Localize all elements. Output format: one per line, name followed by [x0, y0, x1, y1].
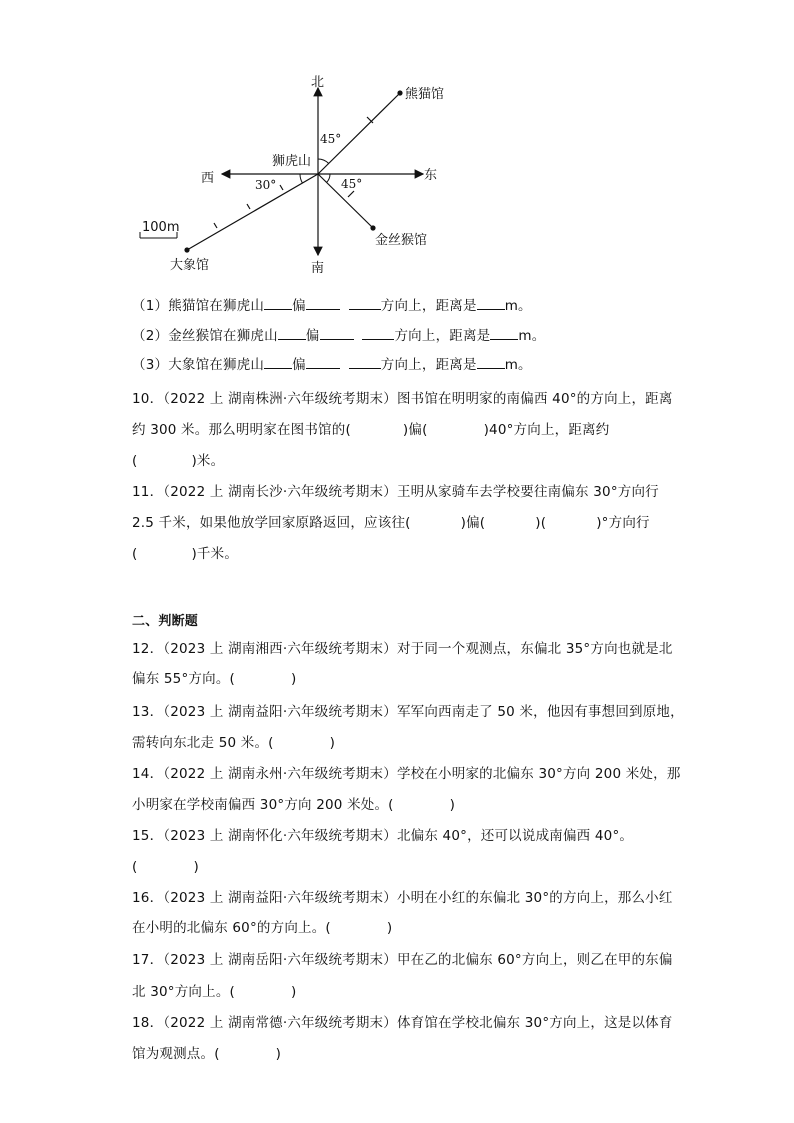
question-11-line-1 [132, 482, 659, 502]
question-text: 11．（2022 上 湖南长沙·六年级统考期末）王明从家骑车去学校要往南偏东 30°方向行 [132, 484, 659, 500]
answer-blank[interactable] [320, 325, 354, 340]
question-text: 小明家在学校南偏西 30°方向 200 米处。( [132, 797, 394, 813]
direction-diagram-svg [130, 70, 460, 280]
question-text: )40°方向上，距离约 [483, 422, 610, 438]
question-text: ) [193, 859, 199, 875]
answer-blank[interactable] [264, 295, 292, 310]
sub-question-text: m。 [518, 328, 546, 344]
question-16-line-1 [132, 888, 673, 908]
question-text: )米。 [191, 453, 225, 469]
question-12-line-1 [132, 639, 673, 659]
question-text: 14．（2022 上 湖南永州·六年级统考期末）学校在小明家的北偏东 30°方向 200 米处，那 [132, 766, 681, 782]
question-text: 在小明的北偏东 60°的方向上。( [132, 920, 331, 936]
question-text: 北 30°方向上。( [132, 984, 235, 1000]
panda-angle-label: 45° [320, 132, 342, 146]
question-text: ) [291, 984, 297, 1000]
section-heading: 二、判断题 [132, 614, 199, 629]
answer-blank[interactable] [490, 325, 518, 340]
question-text: 10．（2022 上 湖南株洲·六年级统考期末）图书馆在明明家的南偏西 40°的方向上，距离 [132, 391, 673, 407]
question-12-line-2 [132, 669, 296, 689]
question-10-line-2 [132, 420, 609, 440]
answer-blank[interactable] [349, 295, 381, 310]
answer-blank[interactable] [306, 354, 340, 369]
question-18-line-2 [132, 1044, 281, 1064]
question-text: ( [132, 859, 138, 875]
question-text: 16．（2023 上 湖南益阳·六年级统考期末）小明在小红的东偏北 30°的方向上，那么小红 [132, 890, 673, 906]
question-text: ) [329, 735, 336, 751]
sub-question-1 [132, 295, 532, 316]
elephant-angle-arc [300, 174, 302, 183]
monkey-angle-label: 45° [341, 177, 363, 191]
question-11-line-3 [132, 544, 238, 564]
sub-question-text: 偏 [292, 298, 306, 314]
question-text: ( [132, 546, 138, 562]
question-text: ) [449, 797, 456, 813]
west-label: 西 [201, 171, 215, 186]
answer-blank[interactable] [264, 354, 292, 369]
question-text: )°方向行 [596, 515, 650, 531]
question-text: )( [535, 515, 547, 531]
question-text: )千米。 [191, 546, 239, 562]
sub-question-text: （1）熊猫馆在狮虎山 [132, 298, 265, 314]
monkey-tick [348, 191, 354, 197]
question-13-line-1 [132, 702, 684, 722]
sub-question-3 [132, 354, 532, 375]
elephant-tick-2 [247, 204, 250, 209]
question-14-line-1 [132, 764, 681, 784]
question-15-line-2 [132, 857, 199, 877]
question-10-line-1 [132, 389, 673, 409]
answer-blank[interactable] [477, 295, 505, 310]
north-label: 北 [311, 75, 325, 90]
direction-diagram [130, 70, 460, 280]
sub-question-text: （2）金丝猴馆在狮虎山 [132, 328, 278, 344]
answer-blank[interactable] [477, 354, 505, 369]
elephant-label: 大象馆 [170, 258, 210, 273]
elephant-tick-3 [214, 223, 217, 228]
sub-question-2 [132, 325, 545, 346]
question-10-line-3 [132, 451, 224, 471]
question-text: 18．（2022 上 湖南常德·六年级统考期末）体育馆在学校北偏东 30°方向上，这是以体育 [132, 1015, 673, 1031]
sub-question-text: m。 [504, 298, 532, 314]
question-text: 12．（2023 上 湖南湘西·六年级统考期末）对于同一个观测点，东偏北 35°方向也就是北 [132, 641, 673, 657]
question-13-line-2 [132, 733, 335, 753]
question-16-line-2 [132, 918, 392, 938]
question-text: 15．（2023 上 湖南怀化·六年级统考期末）北偏东 40°，还可以说成南偏西 40°。 [132, 828, 634, 844]
question-text: ) [386, 920, 393, 936]
question-text: 需转向东北走 50 米。( [132, 735, 274, 751]
question-11-line-2 [132, 513, 650, 533]
question-text: 2.5 千米，如果他放学回家原路返回，应该往( [132, 515, 411, 531]
question-text: 17．（2023 上 湖南岳阳·六年级统考期末）甲在乙的北偏东 60°方向上，则乙在甲的东偏 [132, 952, 673, 968]
answer-blank[interactable] [349, 354, 381, 369]
question-text: 馆为观测点。( [132, 1046, 220, 1062]
question-text: 13．（2023 上 湖南益阳·六年级统考期末）军军向西南走了 50 米，他因有事想回到原地， [132, 704, 684, 720]
question-text: ( [132, 453, 138, 469]
monkey-angle-arc [327, 174, 331, 183]
question-14-line-2 [132, 795, 455, 815]
question-text: 偏东 55°方向。( [132, 671, 235, 687]
question-18-line-1 [132, 1013, 673, 1033]
elephant-angle-label: 30° [255, 178, 277, 192]
south-label: 南 [311, 261, 325, 276]
sub-question-text: m。 [504, 357, 532, 373]
panda-label: 熊猫馆 [405, 87, 445, 102]
sub-question-text: 方向上，距离是 [394, 328, 491, 344]
answer-blank[interactable] [278, 325, 306, 340]
center-label: 狮虎山 [272, 154, 312, 169]
panda-angle-arc [318, 159, 329, 163]
east-label: 东 [424, 168, 438, 183]
question-17-line-1 [132, 950, 673, 970]
question-17-line-2 [132, 982, 296, 1002]
scale-label: 100m [142, 220, 180, 235]
sub-question-text: 偏 [305, 328, 320, 344]
sub-question-text: 方向上，距离是 [380, 298, 477, 314]
elephant-tick-1 [280, 185, 283, 190]
monkey-label: 金丝猴馆 [375, 233, 428, 248]
question-text: )偏( [402, 422, 428, 438]
question-text: ) [291, 671, 297, 687]
question-text: )偏( [460, 515, 486, 531]
question-15-line-1 [132, 826, 633, 846]
question-text: ) [275, 1046, 282, 1062]
answer-blank[interactable] [362, 325, 394, 340]
answer-blank[interactable] [306, 295, 340, 310]
sub-question-text: （3）大象馆在狮虎山 [132, 357, 265, 373]
panda-point [397, 90, 402, 95]
sub-question-text: 偏 [292, 357, 306, 373]
sub-question-text: 方向上，距离是 [380, 357, 477, 373]
elephant-point [184, 247, 189, 252]
question-text: 约 300 米。那么明明家在图书馆的( [132, 422, 351, 438]
monkey-point [370, 225, 375, 230]
